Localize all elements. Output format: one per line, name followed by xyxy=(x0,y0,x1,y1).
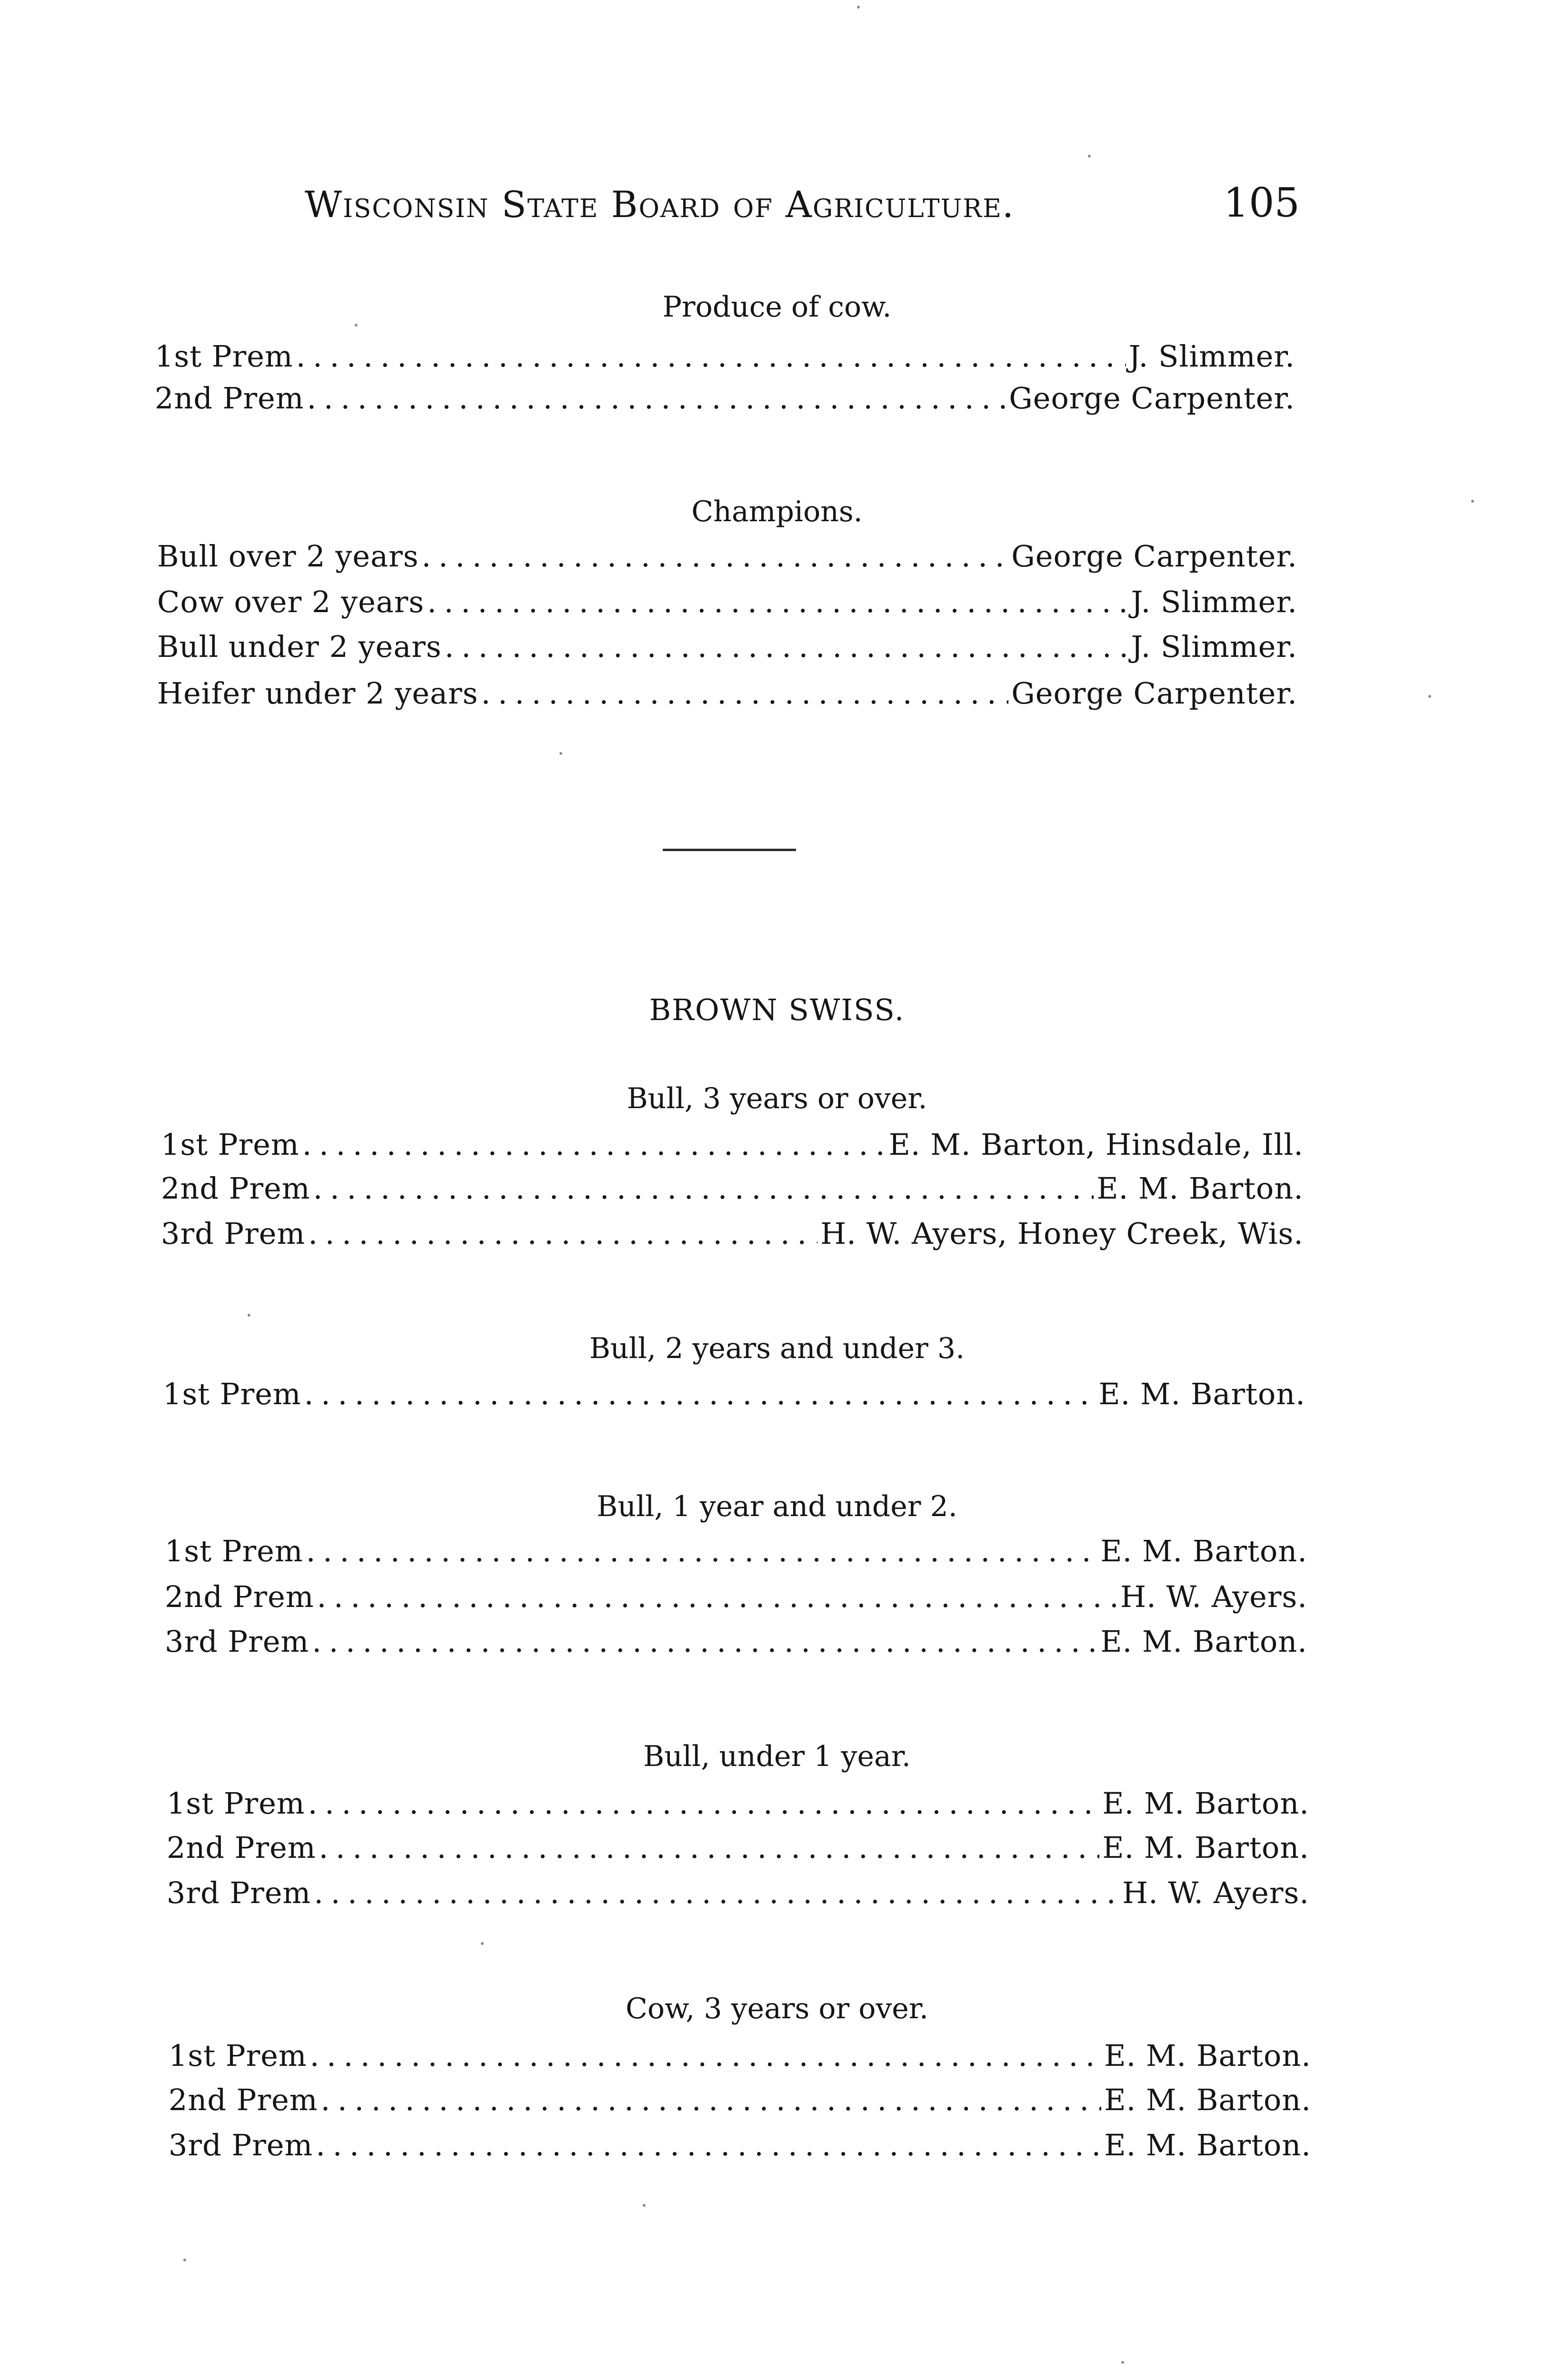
award-winner: H. W. Ayers, Honey Creek, Wis. xyxy=(820,1216,1304,1251)
class-heading: Cow, 3 years or over. xyxy=(626,1992,928,2025)
award-label: 1st Prem xyxy=(165,1534,303,1568)
award-winner: E. M. Barton. xyxy=(1104,2128,1311,2162)
award-winner: George Carpenter. xyxy=(1009,381,1295,416)
section-heading-champions: Champions. xyxy=(691,495,863,528)
class-heading: Bull, under 1 year. xyxy=(643,1740,911,1773)
award-label: Bull under 2 years xyxy=(157,629,442,664)
award-label: 3rd Prem xyxy=(165,1624,309,1659)
award-label: 1st Prem xyxy=(167,1786,305,1821)
award-winner: J. Slimmer. xyxy=(1131,585,1297,619)
award-winner: E. M. Barton, Hinsdale, Ill. xyxy=(888,1127,1304,1162)
award-winner: H. W. Ayers. xyxy=(1122,1875,1309,1910)
paper-speck xyxy=(1088,155,1091,158)
award-entry xyxy=(157,539,1297,574)
dot-leader xyxy=(313,1171,1094,1206)
award-entry xyxy=(169,2082,1311,2117)
class-heading: Bull, 3 years or over. xyxy=(627,1082,927,1115)
award-winner: H. W. Ayers. xyxy=(1120,1579,1307,1614)
award-winner: George Carpenter. xyxy=(1011,676,1297,711)
award-label: 2nd Prem xyxy=(155,381,304,416)
page-number: 105 xyxy=(1223,179,1300,226)
dot-leader xyxy=(427,585,1128,619)
section-heading-produce: Produce of cow. xyxy=(662,290,892,324)
award-winner: J. Slimmer. xyxy=(1131,629,1297,664)
award-entry xyxy=(165,1579,1307,1614)
paper-speck xyxy=(1121,2361,1124,2364)
dot-leader xyxy=(321,2082,1102,2117)
award-label: 1st Prem xyxy=(169,2038,307,2073)
award-winner: E. M. Barton. xyxy=(1102,1786,1309,1821)
award-label: 1st Prem xyxy=(163,1377,301,1411)
paper-speck xyxy=(248,1314,250,1317)
award-winner: E. M. Barton. xyxy=(1104,2082,1311,2117)
award-label: 1st Prem xyxy=(155,339,293,374)
award-label: 3rd Prem xyxy=(161,1216,306,1251)
dot-leader xyxy=(307,381,1006,416)
class-heading: Bull, 1 year and under 2. xyxy=(597,1490,957,1523)
dot-leader xyxy=(296,339,1126,374)
dot-leader xyxy=(319,1830,1100,1865)
award-winner: E. M. Barton. xyxy=(1100,1624,1307,1659)
dot-leader xyxy=(302,1127,886,1162)
paper-speck xyxy=(481,1942,484,1945)
paper-speck xyxy=(857,6,860,9)
paper-speck xyxy=(1428,695,1431,698)
dot-leader xyxy=(481,676,1008,711)
dot-leader xyxy=(316,2128,1101,2162)
paper-speck xyxy=(355,324,358,327)
award-entry xyxy=(155,339,1295,374)
award-entry xyxy=(167,1830,1309,1865)
dot-leader xyxy=(312,1624,1097,1659)
dot-leader xyxy=(306,1534,1098,1568)
award-label: Heifer under 2 years xyxy=(157,676,478,711)
dot-leader xyxy=(304,1377,1096,1411)
award-winner: E. M. Barton. xyxy=(1104,2038,1311,2073)
dot-leader xyxy=(314,1875,1119,1910)
award-label: 3rd Prem xyxy=(169,2128,313,2162)
award-label: Bull over 2 years xyxy=(157,539,419,574)
breed-heading: BROWN SWISS. xyxy=(649,992,905,1027)
dot-leader xyxy=(310,2038,1102,2073)
award-entry xyxy=(157,585,1297,619)
dot-leader xyxy=(308,1216,817,1251)
section-divider xyxy=(663,849,796,851)
award-winner: E. M. Barton. xyxy=(1100,1534,1307,1568)
award-winner: George Carpenter. xyxy=(1011,539,1297,574)
class-heading: Bull, 2 years and under 3. xyxy=(589,1332,965,1365)
award-entry xyxy=(157,629,1297,664)
award-winner: J. Slimmer. xyxy=(1128,339,1295,374)
award-label: 2nd Prem xyxy=(161,1171,310,1206)
paper-speck xyxy=(1471,500,1474,503)
award-winner: E. M. Barton. xyxy=(1096,1171,1304,1206)
award-entry xyxy=(161,1216,1304,1251)
award-label: 2nd Prem xyxy=(169,2082,318,2117)
award-label: Cow over 2 years xyxy=(157,585,425,619)
award-entry xyxy=(169,2128,1311,2162)
award-label: 2nd Prem xyxy=(165,1579,314,1614)
award-entry xyxy=(169,2038,1311,2073)
dot-leader xyxy=(422,539,1009,574)
award-entry xyxy=(165,1534,1307,1568)
award-entry xyxy=(167,1786,1309,1821)
dot-leader xyxy=(317,1579,1117,1614)
award-entry xyxy=(157,676,1297,711)
award-entry xyxy=(161,1127,1304,1162)
award-entry xyxy=(155,381,1295,416)
award-entry xyxy=(161,1171,1304,1206)
running-header xyxy=(305,179,1300,240)
award-label: 1st Prem xyxy=(161,1127,299,1162)
award-label: 2nd Prem xyxy=(167,1830,316,1865)
award-winner: E. M. Barton. xyxy=(1102,1830,1309,1865)
paper-speck xyxy=(559,752,562,755)
paper-speck xyxy=(183,2259,186,2261)
dot-leader xyxy=(445,629,1128,664)
dot-leader xyxy=(308,1786,1100,1821)
running-title: Wisconsin State Board of Agriculture. xyxy=(305,183,1015,226)
award-entry xyxy=(163,1377,1305,1411)
award-label: 3rd Prem xyxy=(167,1875,311,1910)
award-entry xyxy=(165,1624,1307,1659)
award-entry xyxy=(167,1875,1309,1910)
award-winner: E. M. Barton. xyxy=(1098,1377,1305,1411)
paper-speck xyxy=(643,2204,646,2207)
